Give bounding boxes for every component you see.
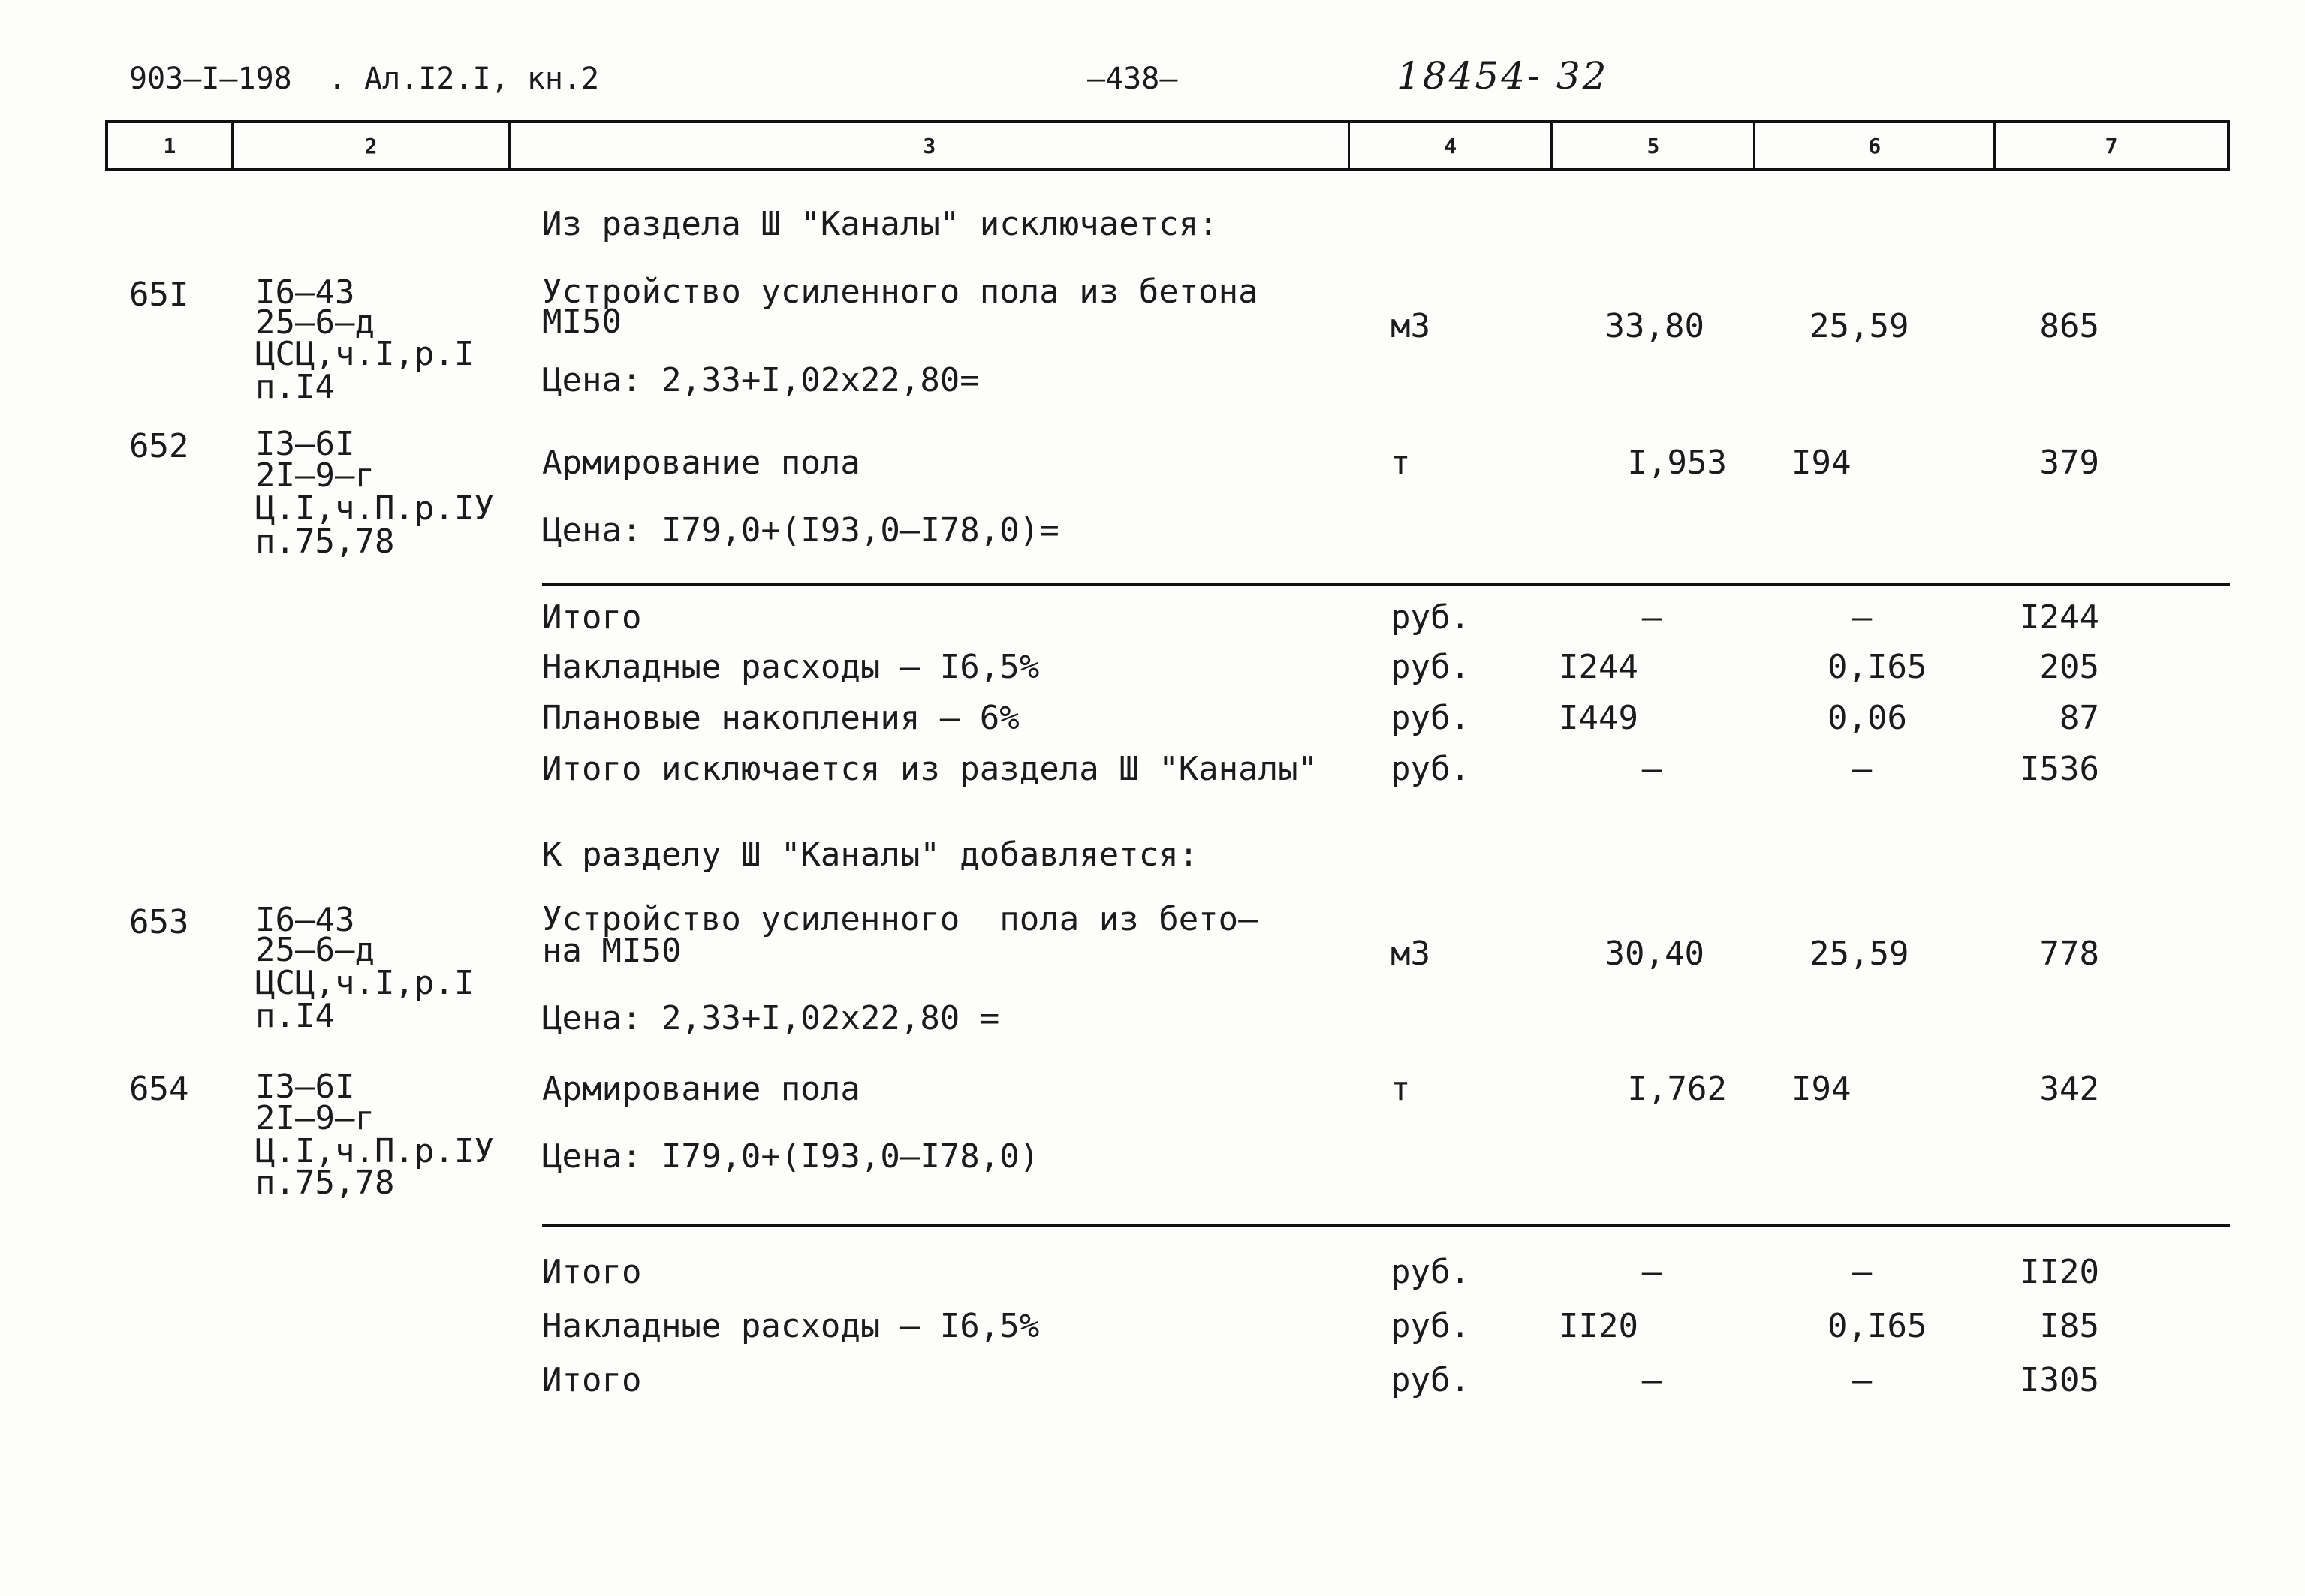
price-formula: Цена: 2,33+I,02x22,80 = bbox=[542, 999, 1000, 1037]
summary-unit: руб. bbox=[1391, 1361, 1470, 1399]
row-number: 653 bbox=[129, 903, 189, 941]
summary-total: II20 bbox=[2020, 1253, 2099, 1291]
summary-base: I244 bbox=[1559, 648, 1638, 686]
document-reference: 903–I–198 . Ал.I2.I, кн.2 bbox=[129, 62, 600, 96]
column-6-header: 6 bbox=[1755, 123, 1996, 168]
summary-unit: руб. bbox=[1391, 1307, 1470, 1345]
norm-code: I6–43 bbox=[255, 273, 355, 312]
row-total: 342 bbox=[2039, 1070, 2099, 1108]
norm-code: 25–6–д bbox=[255, 931, 375, 969]
summary-base: – bbox=[1641, 750, 1662, 788]
column-3-header: 3 bbox=[511, 123, 1350, 168]
quantity: I,762 bbox=[1627, 1070, 1727, 1108]
summary-base: – bbox=[1641, 1361, 1662, 1399]
row-total: 379 bbox=[2039, 444, 2099, 482]
unit: т bbox=[1391, 1070, 1411, 1108]
quantity: 33,80 bbox=[1604, 307, 1704, 345]
norm-code: 2I–9–г bbox=[255, 456, 375, 495]
row-total: 778 bbox=[2039, 935, 2099, 973]
summary-total: I244 bbox=[2020, 598, 2099, 637]
summary-coef: – bbox=[1852, 1361, 1873, 1399]
summary-label: Плановые накопления – 6% bbox=[542, 699, 1020, 737]
summary-base: – bbox=[1641, 598, 1662, 637]
column-1-header: 1 bbox=[108, 123, 234, 168]
summary-unit: руб. bbox=[1391, 598, 1470, 637]
norm-code: п.75,78 bbox=[255, 1164, 395, 1202]
norm-code: Ц.I,ч.П.р.IУ bbox=[255, 489, 494, 528]
row-number: 65I bbox=[129, 276, 189, 314]
page-number: —438— bbox=[1087, 62, 1178, 96]
summary-coef: 0,06 bbox=[1827, 699, 1907, 737]
summary-coef: 0,I65 bbox=[1827, 648, 1927, 686]
price-formula: Цена: I79,0+(I93,0–I78,0)= bbox=[542, 511, 1059, 550]
summary-total: I536 bbox=[2020, 750, 2099, 788]
unit-rate: 25,59 bbox=[1809, 935, 1909, 973]
unit-rate: 25,59 bbox=[1809, 307, 1909, 345]
summary-label: Накладные расходы – I6,5% bbox=[542, 648, 1040, 686]
column-header-row bbox=[105, 120, 2230, 171]
unit: т bbox=[1391, 444, 1411, 482]
summary-base: I449 bbox=[1559, 699, 1638, 737]
summary-coef: – bbox=[1852, 750, 1873, 788]
summary-label: Итого исключается из раздела Ш "Каналы" bbox=[542, 750, 1318, 788]
work-description: МI50 bbox=[542, 303, 622, 341]
summary-label: Итого bbox=[542, 598, 642, 637]
price-formula: Цена: I79,0+(I93,0–I78,0) bbox=[542, 1137, 1040, 1176]
unit: м3 bbox=[1391, 307, 1430, 345]
norm-code: п.I4 bbox=[255, 368, 335, 406]
handwritten-number: 18454- 32 bbox=[1397, 54, 1609, 98]
divider-rule bbox=[542, 583, 2230, 586]
column-7-header: 7 bbox=[2105, 133, 2118, 158]
norm-code: ЦСЦ,ч.I,р.I bbox=[255, 964, 475, 1002]
summary-label: Итого bbox=[542, 1361, 642, 1399]
summary-coef: – bbox=[1852, 1253, 1873, 1291]
work-description: на МI50 bbox=[542, 932, 682, 970]
summary-base: II20 bbox=[1559, 1307, 1638, 1345]
work-description: Армирование пола bbox=[542, 444, 860, 482]
unit-rate: I94 bbox=[1791, 1070, 1852, 1108]
summary-label: Накладные расходы – I6,5% bbox=[542, 1307, 1040, 1345]
summary-base: – bbox=[1641, 1253, 1662, 1291]
norm-code: Ц.I,ч.П.р.IУ bbox=[255, 1132, 494, 1170]
row-total: 865 bbox=[2039, 307, 2099, 345]
summary-unit: руб. bbox=[1391, 750, 1470, 788]
work-description: Армирование пола bbox=[542, 1070, 860, 1108]
norm-code: I6–43 bbox=[255, 901, 355, 939]
unit-rate: I94 bbox=[1791, 444, 1852, 482]
row-number: 652 bbox=[129, 427, 189, 465]
summary-unit: руб. bbox=[1391, 1253, 1470, 1291]
work-description: Устройство усиленного пола из бетона bbox=[542, 273, 1258, 311]
quantity: I,953 bbox=[1627, 444, 1727, 482]
norm-code: п.75,78 bbox=[255, 522, 395, 561]
summary-total: I305 bbox=[2020, 1361, 2099, 1399]
norm-code: 2I–9–г bbox=[255, 1099, 375, 1137]
norm-code: 25–6–д bbox=[255, 303, 375, 342]
column-5-header: 5 bbox=[1553, 123, 1755, 168]
summary-total: 87 bbox=[2059, 699, 2099, 737]
quantity: 30,40 bbox=[1604, 935, 1704, 973]
norm-code: п.I4 bbox=[255, 997, 335, 1035]
column-2-header: 2 bbox=[234, 123, 511, 168]
section-added-title: К разделу Ш "Каналы" добавляется: bbox=[542, 836, 1199, 874]
summary-total: 205 bbox=[2039, 648, 2099, 686]
divider-rule bbox=[542, 1224, 2230, 1227]
column-4-header: 4 bbox=[1350, 123, 1553, 168]
work-description: Устройство усиленного пола из бето– bbox=[542, 900, 1258, 938]
summary-total: I85 bbox=[2039, 1307, 2099, 1345]
summary-unit: руб. bbox=[1391, 648, 1470, 686]
section-excluded-title: Из раздела Ш "Каналы" исключается: bbox=[542, 205, 1219, 243]
norm-code: I3–6I bbox=[255, 1068, 355, 1106]
summary-unit: руб. bbox=[1391, 699, 1470, 737]
row-number: 654 bbox=[129, 1070, 189, 1108]
norm-code: I3–6I bbox=[255, 425, 355, 463]
summary-coef: – bbox=[1852, 598, 1873, 637]
summary-label: Итого bbox=[542, 1253, 642, 1291]
price-formula: Цена: 2,33+I,02x22,80= bbox=[542, 361, 980, 399]
summary-coef: 0,I65 bbox=[1827, 1307, 1927, 1345]
norm-code: ЦСЦ,ч.I,р.I bbox=[255, 335, 475, 373]
unit: м3 bbox=[1391, 935, 1430, 973]
